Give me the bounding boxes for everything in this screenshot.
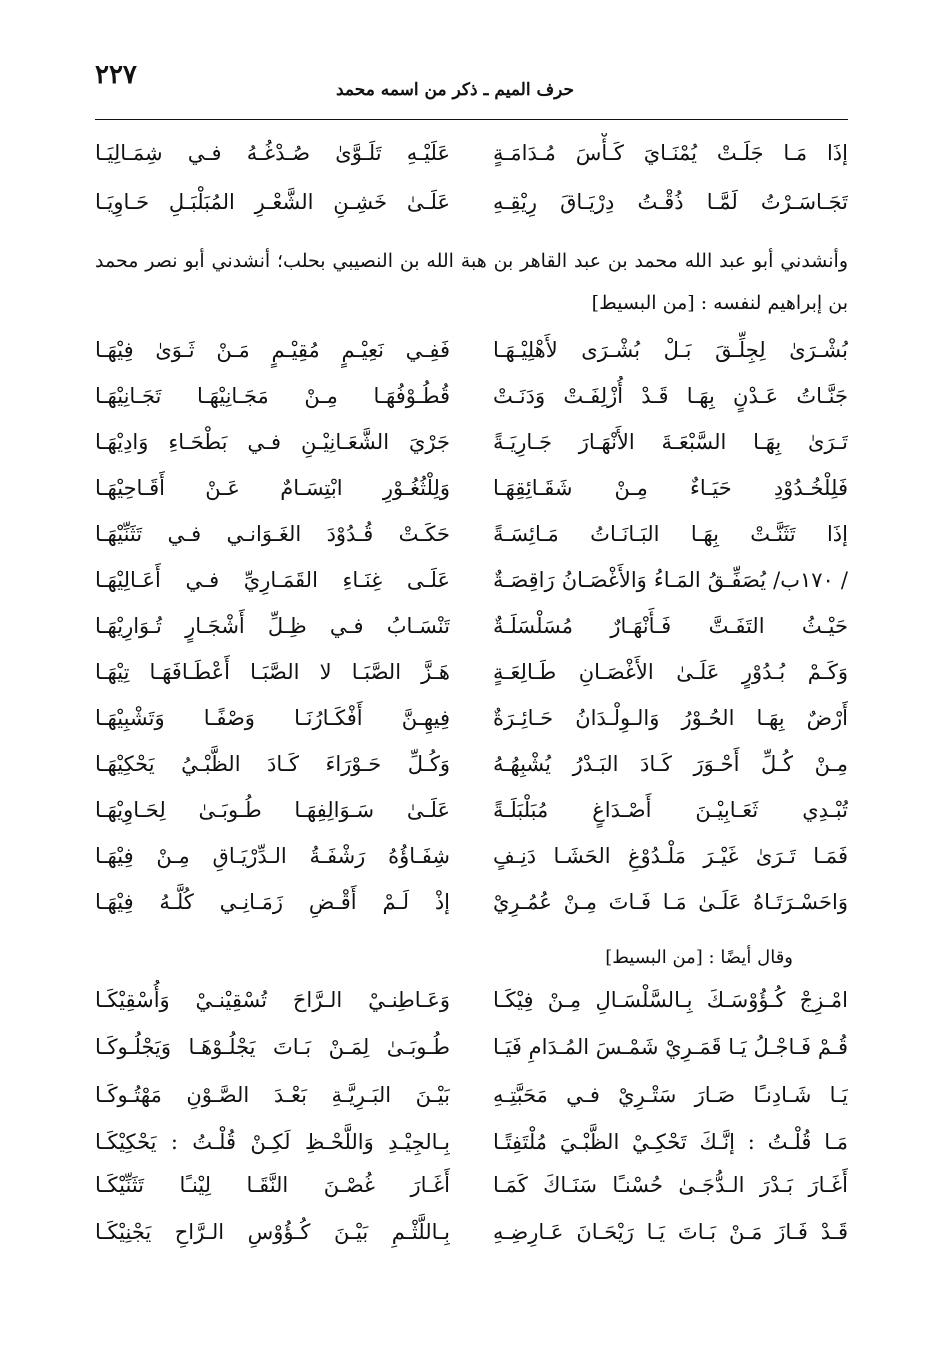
verse-second-hemistich: حَكَـتْ قُـدُوْدَ الغَـوَانـي فـي تَثَنِّيْهَـا <box>95 522 450 546</box>
verse-first-hemistich: / ١٧٠ب/ يُصَفِّـقُ المَـاءُ وَالأَغْصَـانُ رَاقِصَـةٌ <box>493 568 848 592</box>
verse-second-hemistich: بِـالجِيْـدِ وَاللَّحْـظِ لَكِـنْ قُلْـتُ : يَحْكِيْكَـا <box>95 1130 450 1154</box>
verse-first-hemistich: بُشْـرَىٰ لِجِلِّـقَ بَـلْ بُشْـرَى لأَهْلِيْـهَـا <box>493 338 848 362</box>
verse <box>95 468 848 508</box>
verse <box>95 836 848 876</box>
verse <box>95 376 848 416</box>
verse <box>95 514 848 554</box>
verse <box>95 1075 848 1115</box>
verse-second-hemistich: إذْ لَـمْ أَقْـضِ زَمَـانِـي كُلَّـهُ فِيْهَـا <box>95 890 450 914</box>
running-title: حرف الميم ـ ذكر من اسمه محمد <box>335 80 574 100</box>
verse-second-hemistich: وَلِلْثُغُـوْرِ ابْتِسَـامٌ عَـنْ أَقَـاحِيْهَـا <box>95 476 450 500</box>
verse-second-hemistich: عَلَـىٰ سَـوَالِفِهَـا طُـوبَـىٰ لِحَـاوِيْهَـا <box>95 798 450 822</box>
verse <box>95 1165 848 1205</box>
verse-second-hemistich: عَلَـى غِنَـاءِ القَمَـارِيِّ فـي أَعَـالِيْهَـا <box>95 568 450 592</box>
header-rule <box>95 119 848 120</box>
intro-line: وقال أيضًا : [من البسيط] <box>605 947 793 968</box>
verse-second-hemistich: وَكُـلِّ حَـوْرَاءَ كَـادَ الظَّبْـيُ يَحْكِيْهَـا <box>95 752 450 776</box>
verse <box>95 1122 848 1162</box>
verse <box>95 980 848 1020</box>
verse-first-hemistich: جَنَّـاتُ عَـدْنٍ بِهَـا قَـدْ أُزْلِفَـتْ وَدَنَـتْ <box>493 384 848 408</box>
verse <box>95 330 848 370</box>
verse <box>95 1212 848 1252</box>
verse-first-hemistich: حَيْـثُ التَفَـتَّ فَـأَنْهَـارٌ مُسَلْسَلَـةٌ <box>493 614 848 638</box>
verse-first-hemistich: قَـدْ فَـازَ مَـنْ بَـاتَ يَـا رَيْحَـانَ عَـارِضِـهِ <box>493 1220 848 1244</box>
verse <box>95 744 848 784</box>
verse-first-hemistich: قُـمْ فَـاجْـلُ يَـا قَمَـرِيْ شَمْـسَ المُـدَامِ فَيَـا <box>493 1035 848 1059</box>
verse-first-hemistich: وَكَـمْ بُـدُوْرٍ عَلَـىٰ الأَغْصَـانِ طَـالِعَـةٍ <box>493 660 848 684</box>
verse-first-hemistich: مَـا قُلْـتُ : إنَّـكَ تَحْكِـيْ الظَّبْـيَ مُلْتَفِتًـا <box>493 1130 848 1154</box>
page-number: ٢٢٧ <box>95 60 137 90</box>
verse-first-hemistich: تُبْـدِي ثَعَـابِيْـنَ أَصْـدَاغٍ مُبَلْبَلَـةً <box>493 798 848 822</box>
verse-first-hemistich: مِـنْ كُـلِّ أَحْـوَرَ كَـادَ البَـدْرُ يُشْبِهُـهُ <box>493 752 848 776</box>
verse-second-hemistich: بِـاللَّثْـمِ بَيْـنَ كُـؤُوْسِ الـرَّاحِ يَجْنِيْكَـا <box>95 1220 450 1244</box>
verse-second-hemistich: بَيْـنَ البَـرِيَّـةِ بَعْـدَ الصَّـوْنِ مَهْتُـوكَـا <box>95 1083 450 1107</box>
verse <box>95 422 848 462</box>
verse-first-hemistich: يَـا شَـادِنـًا صَـارَ سَتْـرِيْ فـي مَحَبَّتِـهِ <box>493 1083 848 1107</box>
verse-first-hemistich: فَمَـا تَـرَىٰ غَيْـرَ مَلْـدُوْغِ الحَشَـا دَنِـفٍ <box>493 844 848 868</box>
verse <box>95 1027 848 1067</box>
verse-second-hemistich: عَلَـىٰ خَشِـنِ الشَّعْـرِ المُبَلْبَـلِ حَـاوِيَـا <box>95 190 450 214</box>
verse-first-hemistich: إذَا تَثَنَّـتْ بِهَـا البَـانَـاتُ مَـائِسَـةً <box>493 522 848 546</box>
verse-second-hemistich: فِيهِـنَّ أَفْكَـارُنَـا وَصْفًـا وَتَشْبِيْهَـا <box>95 706 450 730</box>
verse-first-hemistich: تَـرَىٰ بِهَـا السَّبْعَـةَ الأَنْهَـارَ جَـارِيَـةً <box>493 430 848 454</box>
verse-second-hemistich: فَفِـي نَعِيْـمٍ مُقِيْـمٍ مَـنْ ثَـوَىٰ فِيْهَـا <box>95 338 450 362</box>
verse-first-hemistich: تَجَـاسَـرْتُ لَمَّـا ذُقْـتُ دِرْيَـاقَ رِيْقِـهِ <box>493 190 848 214</box>
verse-second-hemistich: جَرْيَ الشَّعَـانِيْـنِ فـي بَطْحَـاءِ وَادِيْهَـا <box>95 430 450 454</box>
verse <box>95 652 848 692</box>
verse <box>95 882 848 922</box>
verse-second-hemistich: شِفَـاؤُهُ رَشْفَـةُ الـدِّرْيَـاقِ مِـنْ فِيْهَـا <box>95 844 450 868</box>
verse-second-hemistich: عَلَيْـهِ تَلَـوَّىٰ صُـدْغُـهُ فـي شِمَـالِيَـا <box>95 141 450 165</box>
verse <box>95 560 848 600</box>
verse-first-hemistich: أَرْضٌ بِهَـا الحُـوْرُ وَالـوِلْـدَانُ حَـائِـرَةٌ <box>493 706 848 730</box>
verse-second-hemistich: هَـزَّ الصَّبَـا لا الصَّبَـا أَعْطَـافَهَـا تِيْهَـا <box>95 660 450 684</box>
verse-second-hemistich: وَعَـاطِنـيْ الـرَّاحَ تُسْقِيْنـيْ وَأُسْقِيْكَـا <box>95 988 450 1012</box>
verse-first-hemistich: وَاحَسْـرَتَـاهُ عَلَـىٰ مَـا فَـاتَ مِـنْ عُمُـرِيْ <box>493 890 848 914</box>
verse-second-hemistich: أَغَـارَ غُصْـنَ النَّقَـا لِيْنـًا تَثَنِّيْكَـا <box>95 1173 450 1197</box>
verse <box>95 606 848 646</box>
verse-first-hemistich: امْـزِجْ كُـؤُوْسَـكَ بِـالسَّلْسَـالِ مِـنْ فِيْكَـا <box>493 988 848 1012</box>
verse <box>95 133 848 173</box>
intro-paragraph: وأنشدني أبو عبد الله محمد بن عبد القاهر بن هبة الله بن النصيبي بحلب؛ أنشدني أبو نصر محمد بن إبراهيم لنفسه : [من البسيط] <box>95 250 848 314</box>
verse-first-hemistich: أَغَـارَ بَـدْرَ الـدُّجَـىٰ حُسْنـًا سَنَـاكَ كَمَـا <box>493 1173 848 1197</box>
verse <box>95 182 848 222</box>
verse-first-hemistich: إذَا مَـا جَلَـتْ يُمْنَـايَ كَـأْسَ مُـدَامَـةٍ <box>493 141 848 165</box>
verse <box>95 698 848 738</box>
verse-second-hemistich: قُطُـوْفُهَـا مِـنْ مَجَـانِيْهَـا تَجَـانِيْهَـا <box>95 384 450 408</box>
verse-first-hemistich: فَلِلْخُـدُوْدِ حَيَـاءٌ مِـنْ شَقَـائِقِهَـا <box>493 476 848 500</box>
verse-second-hemistich: طُـوبَـىٰ لِمَـنْ بَـاتَ يَجْلُـوْهَـا وَيَجْلُـوكَـا <box>95 1035 450 1059</box>
verse <box>95 790 848 830</box>
verse-second-hemistich: تَنْسَـابُ فـي ظِـلِّ أَشْجَـارٍ تُـوَارِيْهَـا <box>95 614 450 638</box>
